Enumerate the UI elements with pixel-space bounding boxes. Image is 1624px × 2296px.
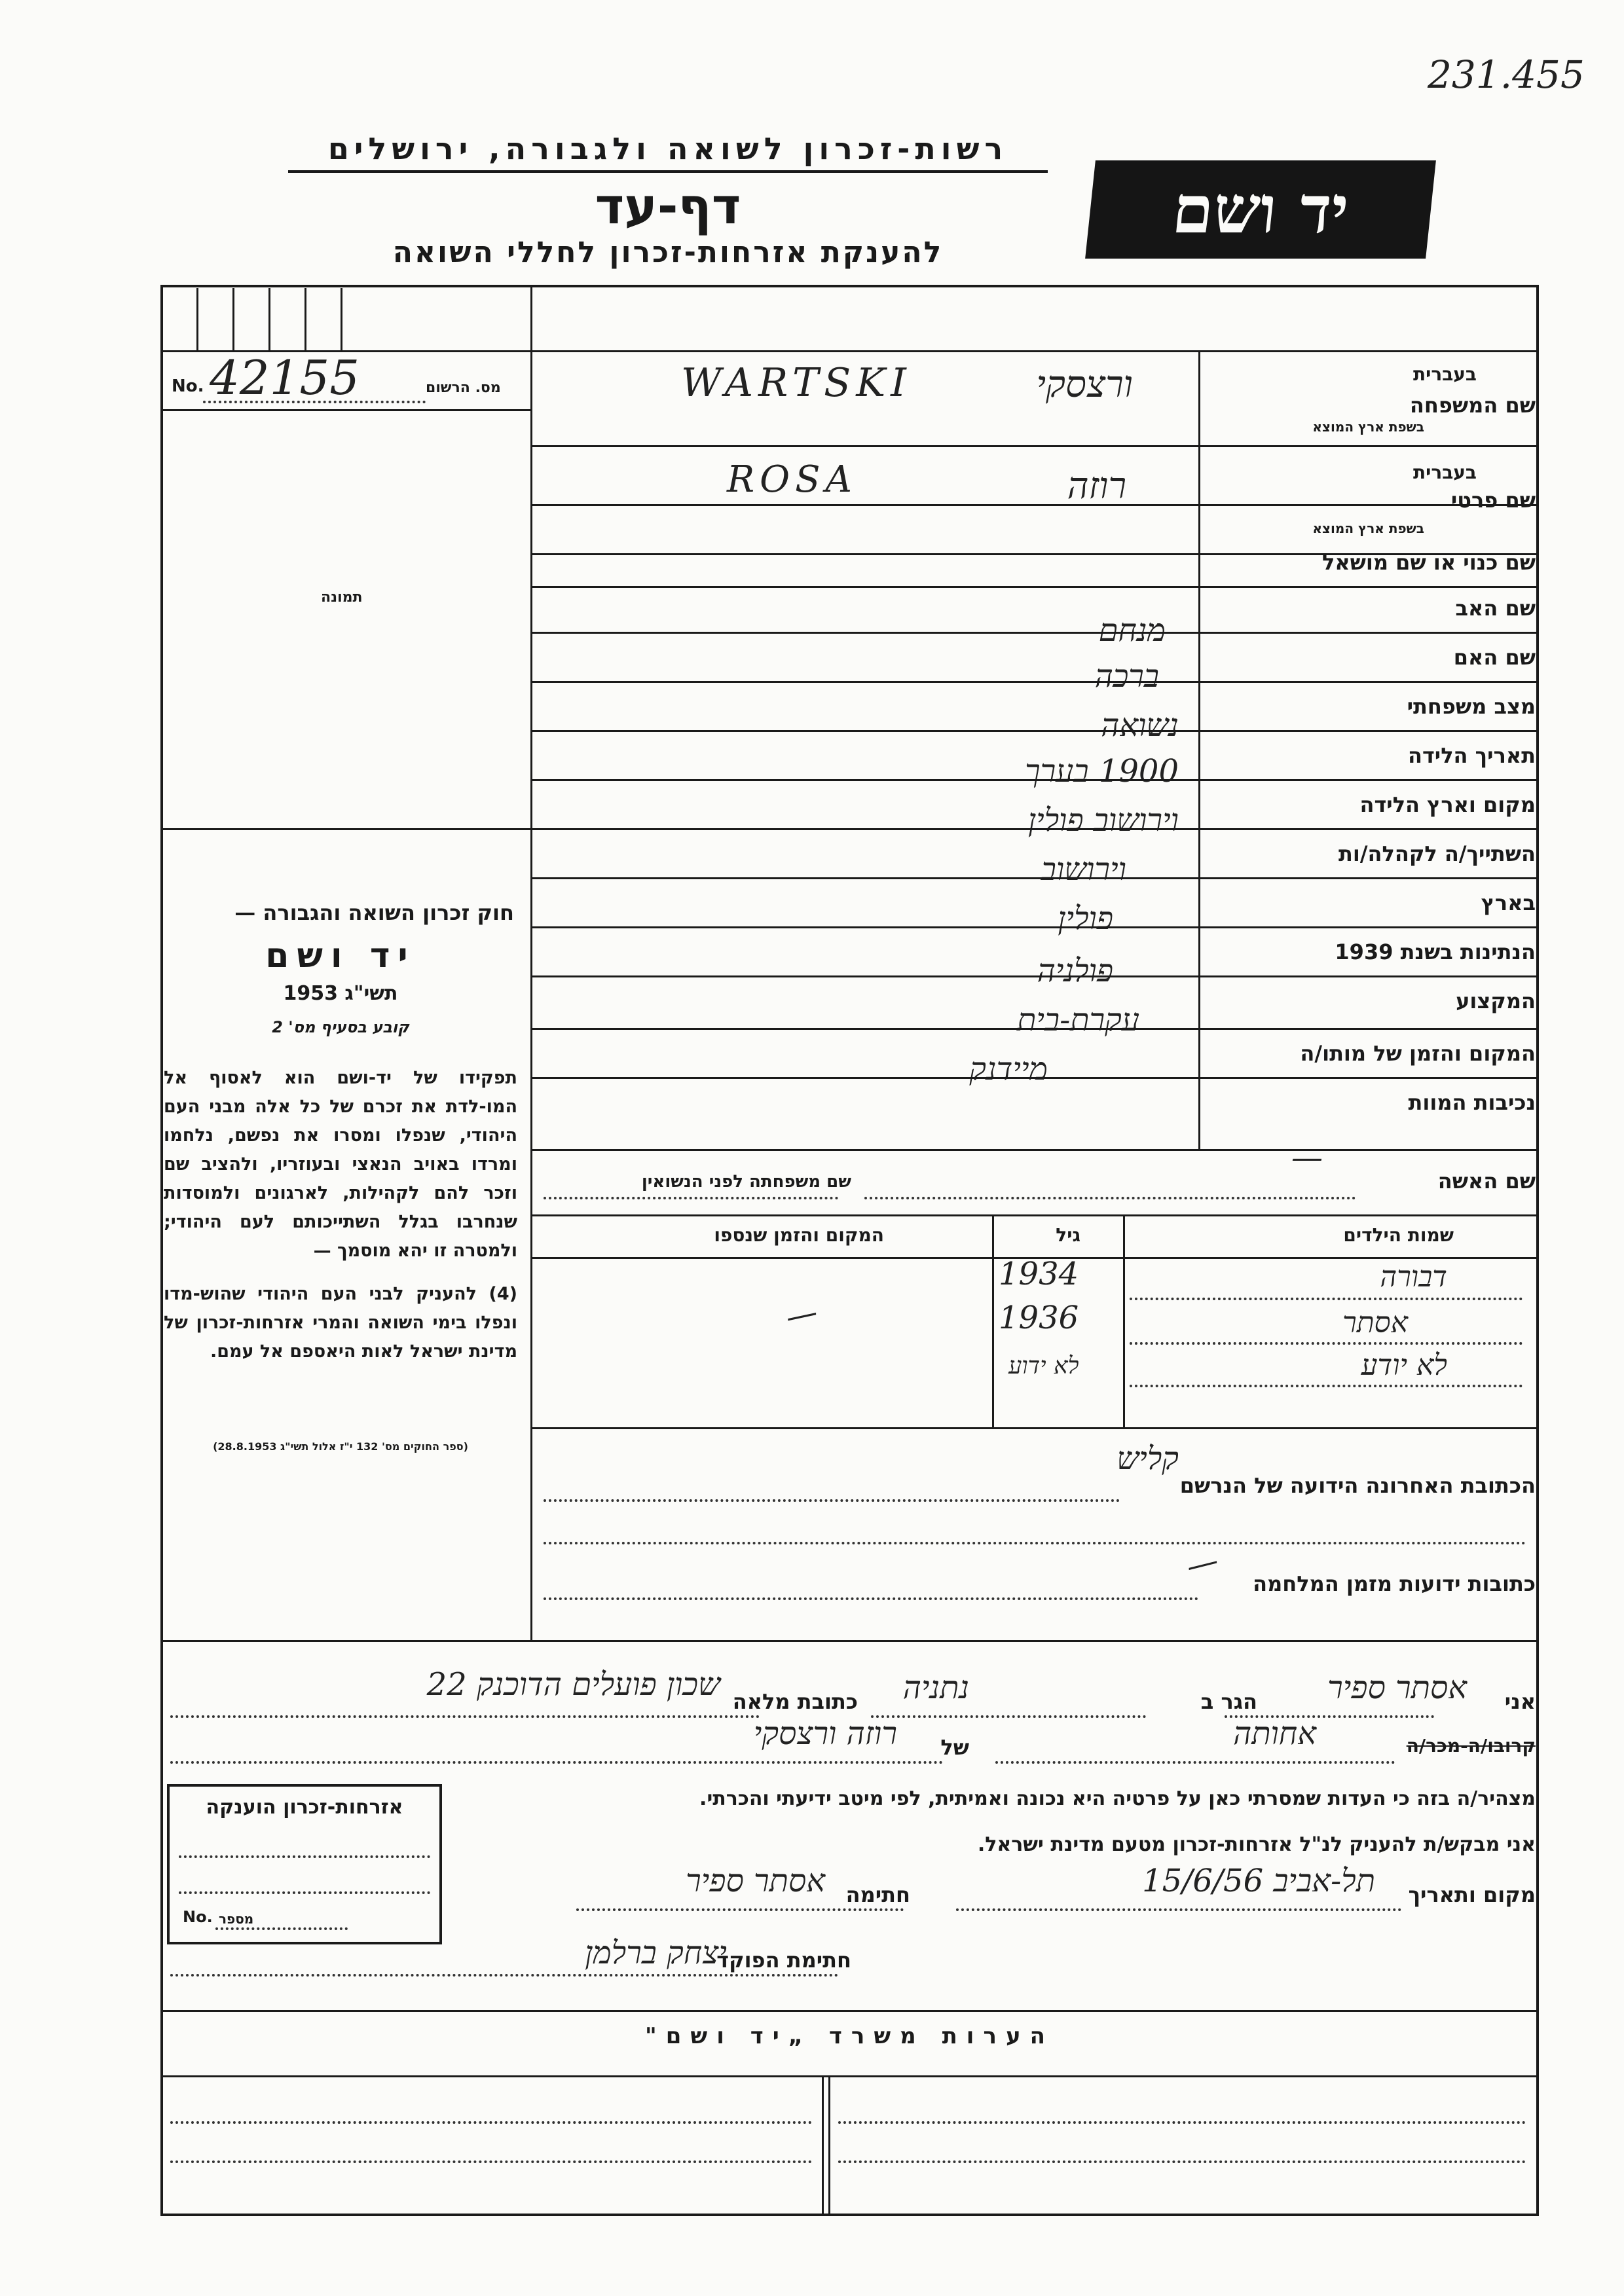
- office-notes-title: הערות משרד „יד ושם": [645, 2023, 1054, 2049]
- nickname-label: שם כנוי או שם מושאל: [1321, 550, 1536, 575]
- law-reference: (ספר החוקים מס' 132 י"ז אלול תשי"ג 28.8.1953): [213, 1440, 468, 1453]
- birth-date-value: 1900 בערך: [1025, 753, 1179, 790]
- community-value: וירושוב: [1041, 851, 1126, 888]
- full-address-value: שכון פועלים הדוכנק 22: [426, 1666, 720, 1703]
- birth-place-label: מקום וארץ הלידה: [1359, 792, 1536, 817]
- first-name-origin-label: בשפת ארץ המוצא: [1312, 520, 1424, 536]
- children-names-header: שמות הילדים: [1343, 1224, 1454, 1246]
- photo-label: תמונה: [321, 589, 363, 606]
- first-name-hebrew-label: בעברית: [1412, 462, 1477, 483]
- marital-status-value: נשואה: [1101, 707, 1179, 744]
- child-age: לא ידוע: [1008, 1353, 1079, 1379]
- family-name-label: שם המשפחה: [1409, 393, 1536, 418]
- mother-label: שם האם: [1453, 645, 1536, 670]
- law-clause: קובע בסעיף מס' 2: [272, 1018, 409, 1036]
- grant-box-title: אזרחות-זכרון הוענקה: [206, 1796, 403, 1819]
- page-title: דף-עד: [595, 177, 741, 235]
- child-age: 1934: [999, 1256, 1079, 1292]
- child-name: אסתר: [1342, 1306, 1408, 1339]
- family-name-origin-label: בשפת ארץ המוצא: [1312, 419, 1424, 435]
- signature-value: אסתר ספיר: [686, 1863, 825, 1899]
- officer-signature-value: יצחק ברלמן: [585, 1935, 727, 1971]
- child-place: —: [782, 1293, 821, 1336]
- country-label: בארץ: [1481, 890, 1536, 915]
- law-title: חוק זכרון השואה והגבורה —: [234, 900, 514, 925]
- statement-2: אני מבקש/ת להעניק לנ"ל אזרחות-זכרון מטעם מדינת ישראל.: [977, 1833, 1536, 1856]
- declaration-i-label: אני: [1504, 1689, 1536, 1714]
- child-name: דבורה: [1380, 1260, 1447, 1294]
- profession-value: עקרת-בית: [1017, 1002, 1139, 1038]
- country-value: פולין: [1058, 900, 1113, 937]
- last-address-value: קליש: [1116, 1440, 1179, 1477]
- declarant-name: אסתר ספיר: [1327, 1669, 1467, 1706]
- law-text-2: (4) להעניק לבני העם היהודי שהוש-מדו ונפלו בימי השואה והמרי אזרחות-זכרון של מדינת ישראל לאות היאספם אל עמם.: [164, 1284, 517, 1362]
- place-date-label: מקום ותאריך: [1408, 1882, 1536, 1907]
- no-label: No.: [172, 376, 204, 396]
- children-place-header: המקום והזמן שנספו: [714, 1224, 884, 1246]
- city-value: נתניה: [902, 1669, 969, 1706]
- citizenship-value: פולניה: [1037, 953, 1113, 989]
- family-name-hebrew-label: בעברית: [1412, 363, 1477, 385]
- mother-value: ברכה: [1094, 658, 1159, 695]
- wartime-address-label: כתובות ידועות מזמן המלחמה: [1253, 1571, 1536, 1596]
- family-name-hebrew-value: ורצסקי: [1036, 363, 1133, 406]
- father-label: שם האב: [1455, 596, 1536, 621]
- grant-box: [167, 1784, 442, 1944]
- community-label: השתייך/ה לקהלה/ות: [1338, 841, 1536, 866]
- profession-label: המקצוע: [1456, 989, 1536, 1013]
- death-place-label: המקום והזמן של מותו/ה: [1300, 1041, 1536, 1066]
- last-address-label: הכתובת האחרונה הידועה של הנרשם: [1179, 1473, 1536, 1498]
- first-name-label: שם פרטי: [1450, 488, 1536, 513]
- citizenship-label: הנתינות בשנת 1939: [1335, 939, 1536, 964]
- wife-maiden-label: שם משפחתה לפני הנשואין: [641, 1172, 851, 1192]
- relation-value: אחותה: [1233, 1715, 1316, 1752]
- children-age-header: גיל: [1056, 1224, 1080, 1246]
- law-year: תשי"ג 1953: [283, 982, 398, 1005]
- death-circumstances-label: נכיבות המוות: [1408, 1090, 1536, 1115]
- full-address-label: כתובת מלאה: [732, 1689, 858, 1714]
- of-name-value: רוזה ורצסקי: [753, 1715, 897, 1752]
- first-name-hebrew-value: רוזה: [1067, 465, 1126, 507]
- first-name-origin-value: ROSA: [727, 458, 857, 501]
- subtitle: להענקת אזרחות-זכרון לחללי השואה: [392, 236, 944, 269]
- birth-date-label: תאריך הלידה: [1407, 743, 1536, 768]
- law-name: יד ושם: [265, 936, 416, 975]
- relation-label: קרובו/ה-מכר/ה: [1406, 1735, 1536, 1757]
- birth-place-value: וירושוב פולין: [1027, 802, 1179, 839]
- registration-number: 42155: [210, 350, 360, 405]
- resides-label: הגר ב: [1200, 1689, 1257, 1714]
- of-label: של: [940, 1735, 969, 1760]
- statement-1: מצהיר/ה בזה כי העדות שמסרתי כאן על פרטיה היא נכונה ואמיתית, לפי מיטב ידיעתי והכרתי.: [699, 1787, 1536, 1810]
- yad-vashem-logo: [1085, 160, 1436, 259]
- grant-box-no-label: No.: [183, 1908, 213, 1926]
- archive-number: 231.455: [1428, 52, 1585, 97]
- signature-label: חתימה: [845, 1882, 910, 1907]
- logo-text: יד ושם: [1168, 171, 1353, 248]
- death-place-value: מיידנק: [969, 1051, 1048, 1087]
- officer-signature-label: חתימת הפוקד: [716, 1948, 851, 1973]
- wartime-address-value: —: [1182, 1542, 1223, 1585]
- law-text-1: תפקידו של יד-ושם הוא לאסוף אל המו-לדת את זכרם של כל אלה מבני העם היהודי, שנפלו ומסרו את נפשם, נלחמו ומרדו באויב הנאצי ובעוזריו, ולהציב שם וזכר להם לקהילות, לארגונים ולמוסדות שנחרבו בגלל השתייכותם לעם היהודי; ולמטרה זו יהא מוסמך —: [164, 1068, 517, 1261]
- wife-value: —: [1291, 1139, 1323, 1176]
- place-date-value: תל-אביב 15/6/56: [1142, 1863, 1375, 1899]
- family-name-origin-value: WARTSKI: [681, 360, 912, 406]
- grant-box-number-label: מספר: [219, 1911, 254, 1927]
- marital-status-label: מצב משפחתי: [1407, 694, 1536, 719]
- authority-title: רשות-זכרון לשואה ולגבורה, ירושלים: [288, 131, 1048, 173]
- father-value: מנחם: [1098, 612, 1166, 649]
- wife-label: שם האשה: [1437, 1169, 1536, 1194]
- registration-label: מס. הרשום: [426, 380, 501, 396]
- child-age: 1936: [999, 1300, 1079, 1336]
- child-name: לא יודע: [1361, 1349, 1447, 1382]
